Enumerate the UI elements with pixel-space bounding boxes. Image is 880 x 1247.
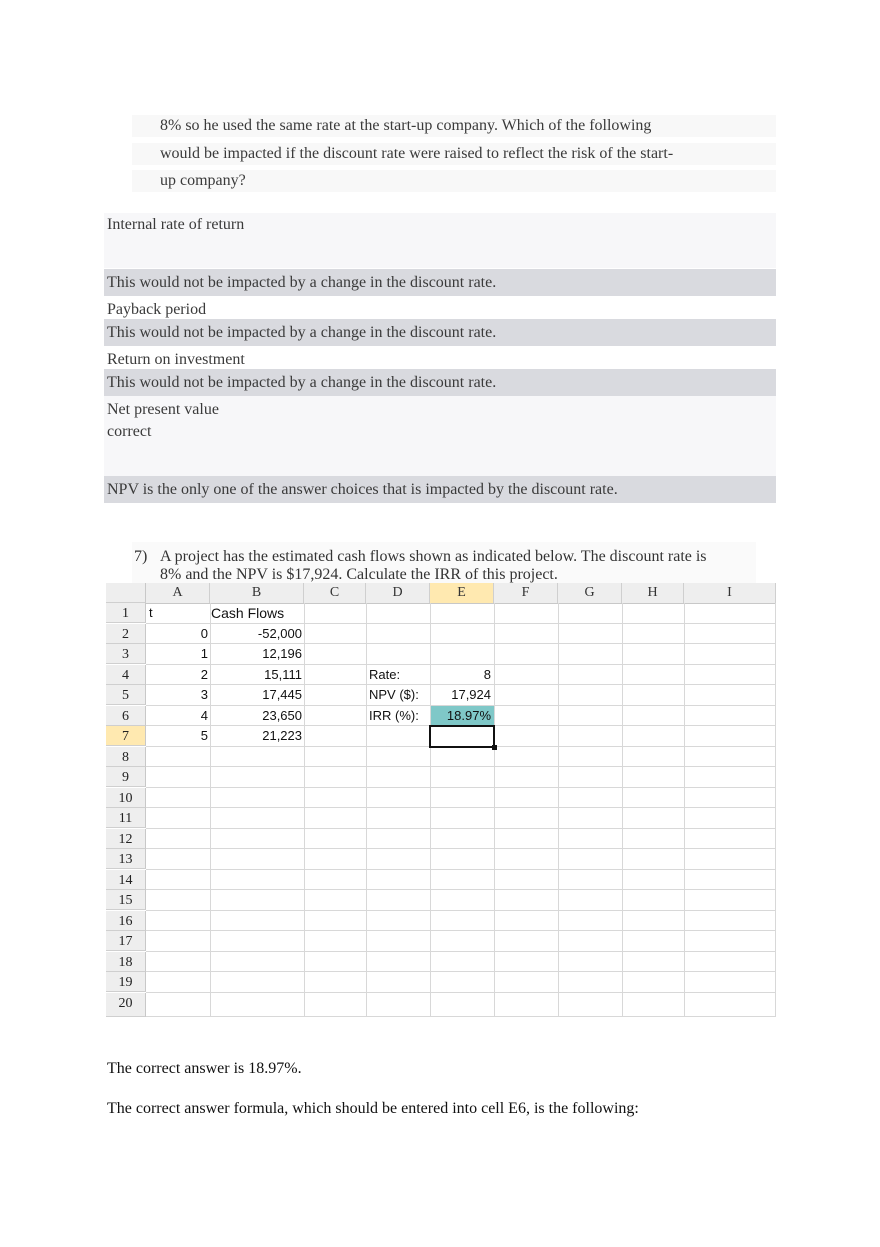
row-header-17[interactable]: 17 <box>106 931 146 951</box>
option-label: Payback period <box>107 301 207 318</box>
row-header-13[interactable]: 13 <box>106 849 146 869</box>
cell-b6[interactable]: 23,650 <box>262 708 302 723</box>
grid-line <box>146 807 776 808</box>
grid-line <box>146 766 776 767</box>
cell-a2[interactable]: 0 <box>200 626 208 641</box>
row-header-18[interactable]: 18 <box>106 952 146 972</box>
row-header-7[interactable]: 7 <box>106 726 146 746</box>
question-7 <box>132 542 756 586</box>
row-header-16[interactable]: 16 <box>106 911 146 931</box>
row-header-3[interactable]: 3 <box>106 644 146 664</box>
grid-line <box>146 1016 776 1017</box>
row-header-12[interactable]: 12 <box>106 829 146 849</box>
cell-a7[interactable]: 5 <box>200 728 208 743</box>
grid-line <box>558 603 559 1017</box>
grid-line <box>494 603 495 1017</box>
row-header-5[interactable]: 5 <box>106 685 146 705</box>
cell-b2[interactable]: -52,000 <box>257 626 302 641</box>
grid-line <box>146 889 776 890</box>
cell-e4[interactable]: 8 <box>483 667 491 682</box>
row-header-8[interactable]: 8 <box>106 747 146 767</box>
cell-b5[interactable]: 17,445 <box>262 687 302 702</box>
grid-line <box>146 848 776 849</box>
option-feedback: NPV is the only one of the answer choices that is impacted by the discount rate. <box>104 476 776 503</box>
grid-line <box>146 910 776 911</box>
row-header-14[interactable]: 14 <box>106 870 146 890</box>
option-status-correct: correct <box>107 423 152 440</box>
row-header-19[interactable]: 19 <box>106 972 146 992</box>
column-header-h[interactable]: H <box>622 583 684 603</box>
option-net-present-value[interactable] <box>104 396 776 476</box>
cell-a5[interactable]: 3 <box>200 687 208 702</box>
cell-a4[interactable]: 2 <box>200 667 208 682</box>
grid-line <box>304 603 305 1017</box>
cell-d6[interactable]: IRR (%): <box>369 708 419 723</box>
cell-a3[interactable]: 1 <box>200 646 208 661</box>
cell-d4[interactable]: Rate: <box>369 667 401 682</box>
cell-b4[interactable]: 15,111 <box>264 667 302 682</box>
column-header-c[interactable]: C <box>304 583 366 603</box>
option-return-on-investment[interactable] <box>104 346 776 369</box>
row-header-4[interactable]: 4 <box>106 665 146 685</box>
question-line: would be impacted if the discount rate were raised to reflect the risk of the start- <box>132 143 776 165</box>
cell-b1[interactable]: Cash Flows <box>211 605 285 621</box>
row-header-9[interactable]: 9 <box>106 767 146 787</box>
question-line: 8% so he used the same rate at the start-up company. Which of the following <box>132 115 776 137</box>
cell-b7[interactable]: 21,223 <box>262 728 302 743</box>
row-header-11[interactable]: 11 <box>106 808 146 828</box>
grid-line <box>146 869 776 870</box>
option-internal-rate-of-return[interactable] <box>104 213 776 268</box>
row-header-6[interactable]: 6 <box>106 706 146 726</box>
question-6-text <box>132 115 776 191</box>
spreadsheet <box>106 583 776 1017</box>
question-number: 7) <box>134 548 148 565</box>
option-label: Internal rate of return <box>107 216 245 233</box>
grid-line <box>622 603 623 1017</box>
grid-line <box>146 971 776 972</box>
column-header-g[interactable]: G <box>558 583 622 603</box>
option-feedback: This would not be impacted by a change in the discount rate. <box>104 369 776 396</box>
question-text: A project has the estimated cash flows shown as indicated below. The discount rate is 8% and the NPV is $17,924. Calculate the IRR of this project. <box>160 548 707 583</box>
row-header-2[interactable]: 2 <box>106 624 146 644</box>
option-payback-period[interactable] <box>104 296 776 319</box>
cell-a1[interactable]: t <box>149 605 153 620</box>
cell-e5[interactable]: 17,924 <box>451 687 491 702</box>
option-label: Return on investment <box>107 351 245 368</box>
column-header-e[interactable]: E <box>430 583 494 603</box>
option-feedback: This would not be impacted by a change in the discount rate. <box>104 269 776 296</box>
option-feedback: This would not be impacted by a change in the discount rate. <box>104 319 776 346</box>
column-header-i[interactable]: I <box>684 583 776 603</box>
cell-d5[interactable]: NPV ($): <box>369 687 419 702</box>
row-header-1[interactable]: 1 <box>106 603 146 623</box>
column-header-f[interactable]: F <box>494 583 558 603</box>
option-label: Net present value <box>107 401 219 418</box>
fill-handle[interactable] <box>492 745 497 750</box>
question-line: up company? <box>132 170 776 192</box>
cell-b3[interactable]: 12,196 <box>262 646 302 661</box>
grid-line <box>146 828 776 829</box>
grid-line <box>146 930 776 931</box>
correct-answer-text: The correct answer is 18.97%. <box>107 1060 302 1077</box>
grid-line <box>146 951 776 952</box>
grid-line <box>146 992 776 993</box>
column-header-a[interactable]: A <box>146 583 210 603</box>
row-header-10[interactable]: 10 <box>106 788 146 808</box>
active-cell-e7[interactable] <box>429 725 495 748</box>
grid-line <box>146 787 776 788</box>
formula-intro-text: The correct answer formula, which should be entered into cell E6, is the following: <box>107 1100 639 1117</box>
column-header-d[interactable]: D <box>366 583 430 603</box>
select-all-corner[interactable] <box>106 583 146 603</box>
grid-line <box>775 603 776 1017</box>
row-header-20[interactable]: 20 <box>106 993 146 1017</box>
row-header-15[interactable]: 15 <box>106 890 146 910</box>
cell-a6[interactable]: 4 <box>200 708 208 723</box>
grid-line <box>684 603 685 1017</box>
column-header-b[interactable]: B <box>210 583 304 603</box>
cell-e6[interactable]: 18.97% <box>431 706 494 726</box>
